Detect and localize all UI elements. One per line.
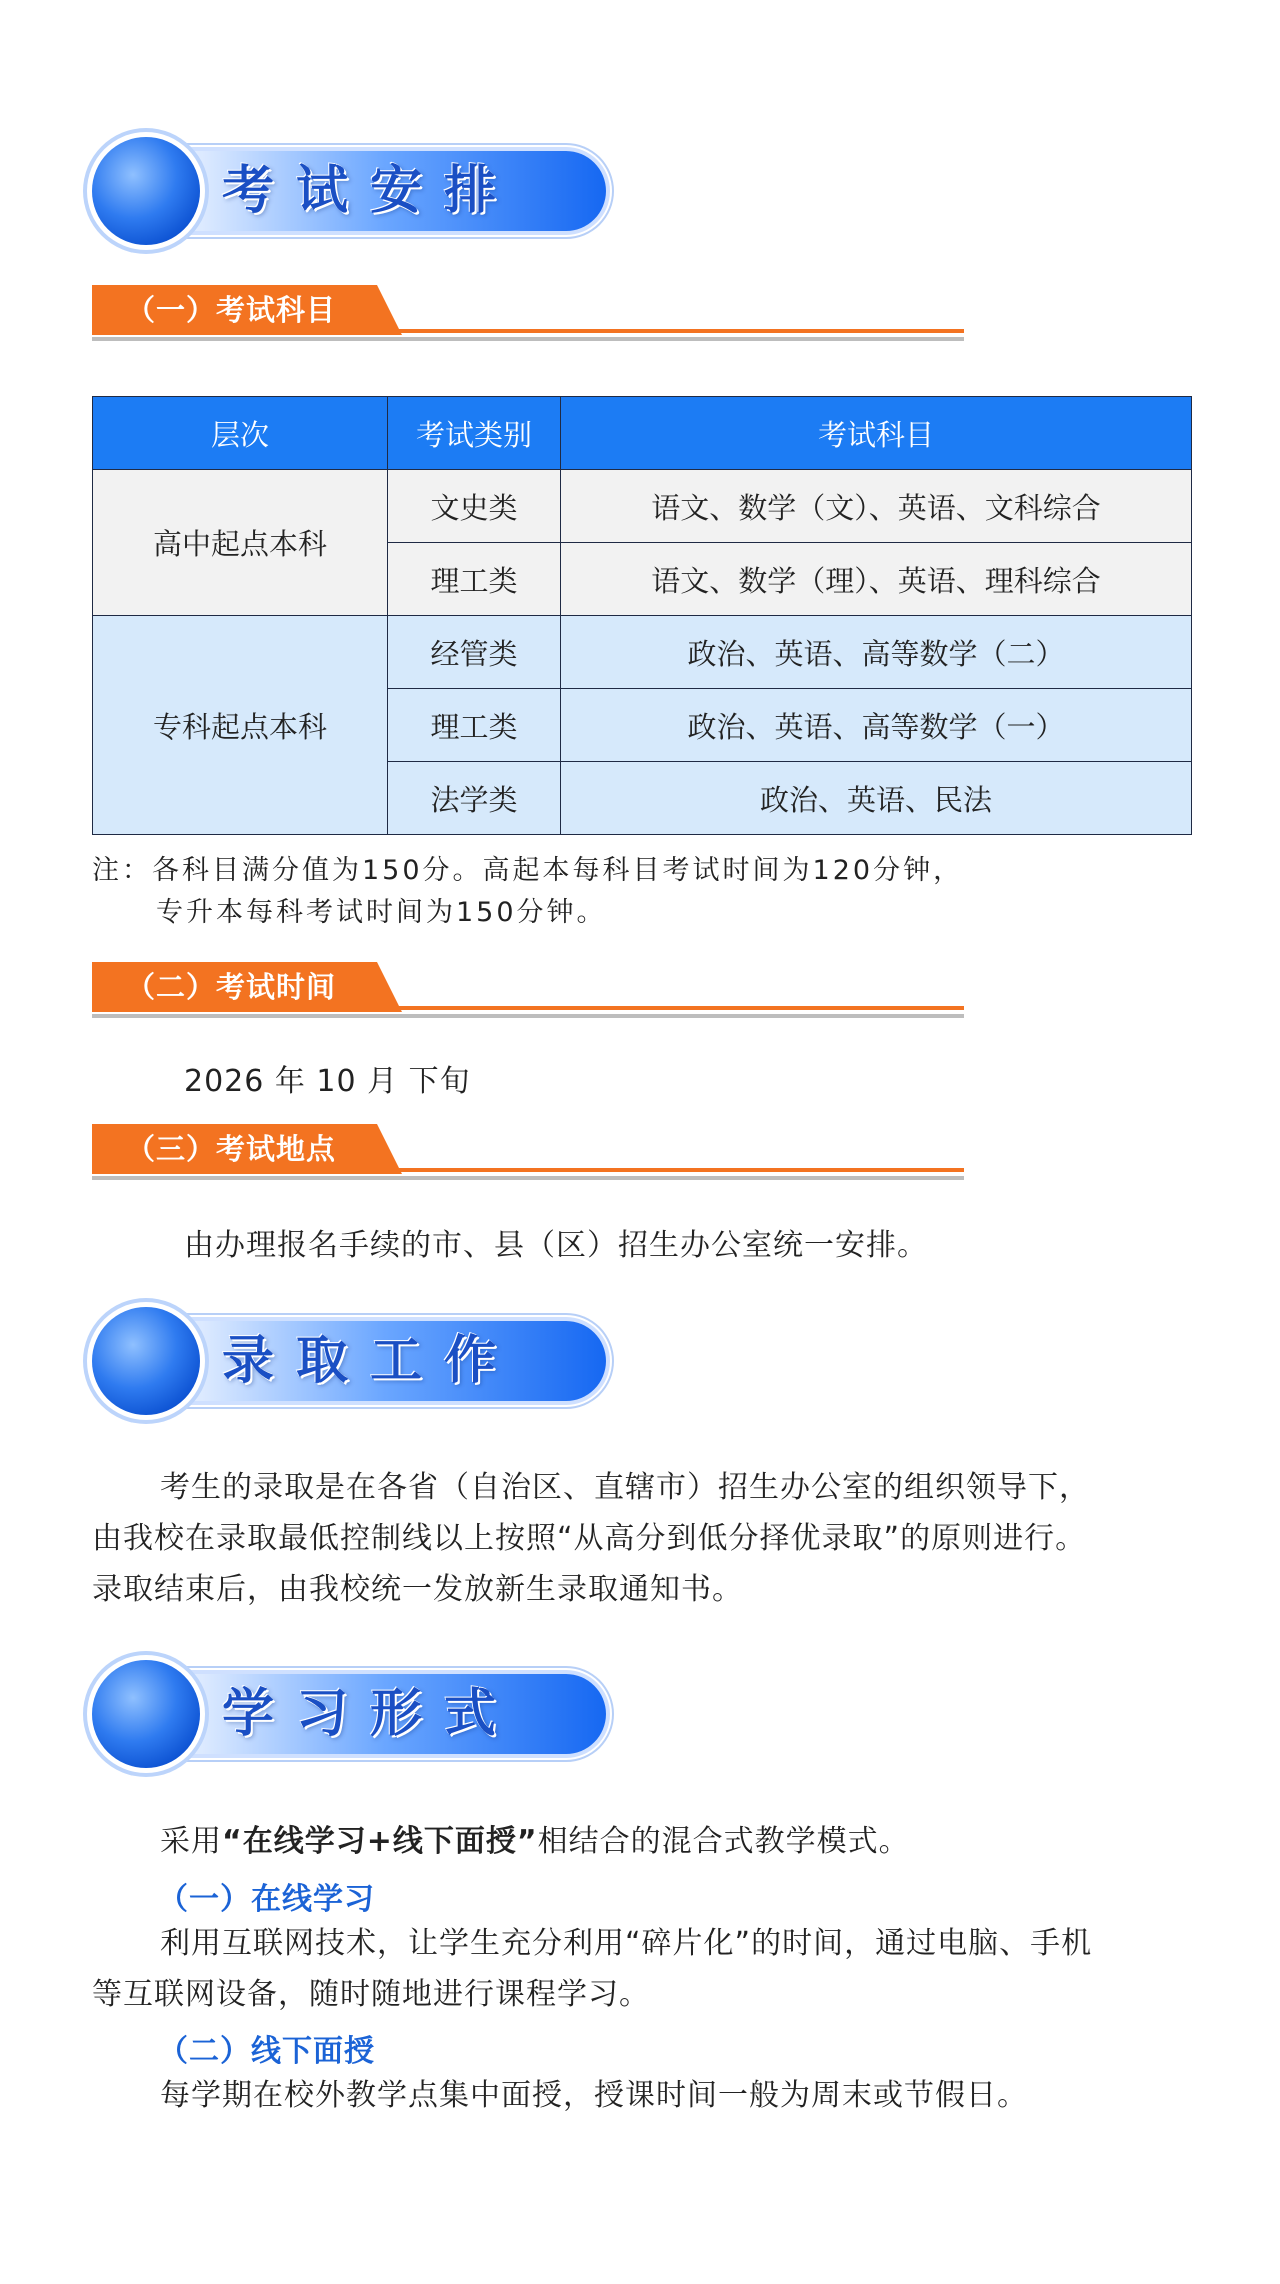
section-title: 学习形式: [222, 1683, 519, 1744]
banner-circle-icon: [92, 1307, 200, 1415]
section-title: 考试安排: [222, 160, 519, 221]
admission-paragraph-line-1: 考生的录取是在各省（自治区、直辖市）招生办公室的组织领导下，: [160, 1470, 1090, 1505]
category-cell: 理工类: [388, 689, 561, 762]
section-banner-exam: [92, 137, 612, 245]
column-header: 考试科目: [561, 397, 1192, 470]
banner-circle-icon: [92, 137, 200, 245]
table-row: [93, 470, 1192, 543]
banner-circle-icon: [92, 1660, 200, 1768]
subheading-exam-time: [92, 962, 964, 1020]
divider: [92, 1176, 964, 1180]
table-row: [93, 616, 1192, 689]
table-header-row: [93, 397, 1192, 470]
divider: [392, 1006, 964, 1010]
study-intro: [92, 1816, 1202, 1867]
divider: [392, 1168, 964, 1172]
exam-place-text: 由办理报名手续的市、县（区）招生办公室统一安排。: [184, 1228, 928, 1263]
exam-subjects-table: [92, 396, 1192, 835]
study-intro-highlight: “在线学习+线下面授”: [222, 1824, 538, 1859]
subjects-cell: 语文、数学（文）、英语、文科综合: [561, 470, 1192, 543]
category-cell: 理工类: [388, 543, 561, 616]
level-cell: 高中起点本科: [93, 470, 388, 616]
online-study-line-1: 利用互联网技术，让学生充分利用“碎片化”的时间，通过电脑、手机: [160, 1926, 1093, 1961]
divider: [92, 337, 964, 341]
section-title: 录取工作: [222, 1330, 519, 1391]
column-header: 考试类别: [388, 397, 561, 470]
admission-paragraph-line-2: 由我校在录取最低控制线以上按照“从高分到低分择优录取”的原则进行。: [92, 1521, 1087, 1556]
category-cell: 经管类: [388, 616, 561, 689]
subheading-label: （一）考试科目: [126, 293, 337, 327]
table-note-line-2: 专升本每科考试时间为150分钟。: [156, 897, 607, 928]
category-cell: 法学类: [388, 762, 561, 835]
section-banner-study: [92, 1660, 612, 1768]
subjects-cell: 政治、英语、高等数学（一）: [561, 689, 1192, 762]
subheading-exam-subjects: [92, 285, 964, 343]
category-cell: 文史类: [388, 470, 561, 543]
divider: [92, 1014, 964, 1018]
offline-study-line-1: 每学期在校外教学点集中面授，授课时间一般为周末或节假日。: [160, 2078, 1028, 2113]
subjects-cell: 政治、英语、民法: [561, 762, 1192, 835]
level-cell: 专科起点本科: [93, 616, 388, 835]
study-intro-suffix: 相结合的混合式教学模式。: [537, 1824, 910, 1859]
online-study-heading: （一）在线学习: [158, 1882, 375, 1917]
table-note-line-1: 注：各科目满分值为150分。高起本每科目考试时间为120分钟，: [92, 855, 964, 886]
exam-time-text: 2026 年 10 月 下旬: [184, 1064, 471, 1099]
study-intro-prefix: 采用: [160, 1824, 222, 1859]
section-banner-admission: [92, 1307, 612, 1415]
subheading-label: （三）考试地点: [126, 1132, 337, 1166]
column-header: 层次: [93, 397, 388, 470]
admission-paragraph-line-3: 录取结束后，由我校统一发放新生录取通知书。: [92, 1572, 743, 1607]
offline-study-heading: （二）线下面授: [158, 2034, 375, 2069]
subheading-exam-place: [92, 1124, 964, 1182]
subjects-cell: 语文、数学（理）、英语、理科综合: [561, 543, 1192, 616]
subheading-label: （二）考试时间: [126, 970, 337, 1004]
divider: [392, 329, 964, 333]
online-study-line-2: 等互联网设备，随时随地进行课程学习。: [92, 1977, 650, 2012]
subjects-cell: 政治、英语、高等数学（二）: [561, 616, 1192, 689]
